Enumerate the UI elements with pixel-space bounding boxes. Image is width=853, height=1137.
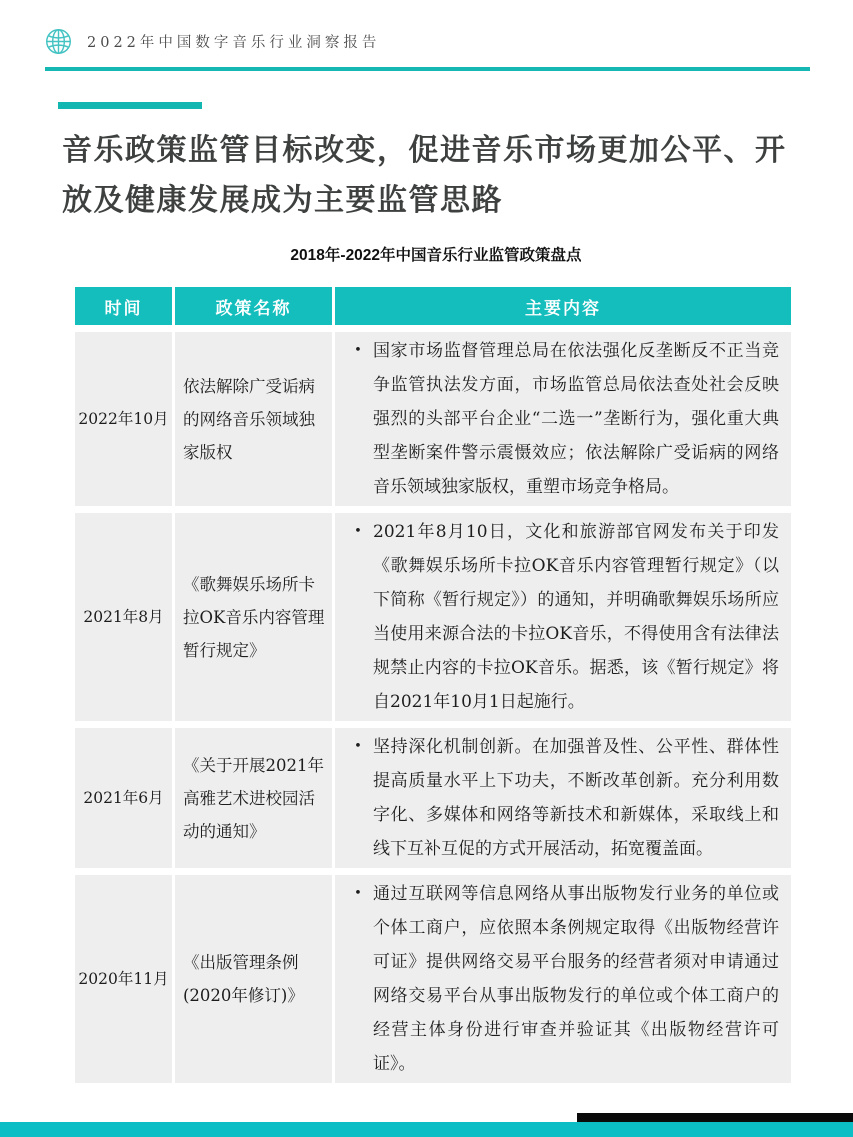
table-row	[75, 513, 791, 721]
table-row	[75, 875, 791, 1083]
policy-table-area	[75, 246, 797, 1090]
column-header-content: 主要内容	[335, 287, 791, 325]
content-text: 2021年8月10日，文化和旅游部官网发布关于印发《歌舞娱乐场所卡拉OK音乐内容管理暂行规定》（以下简称《暂行规定》）的通知，并明确歌舞娱乐场所应当使用来源合法的卡拉OK音乐，不得使用含有法律法规禁止内容的卡拉OK音乐。据悉，该《暂行规定》将自2021年10月1日起施行。	[373, 522, 779, 712]
section-title-line-1: 音乐政策监管目标改变，促进音乐市场更加公平、开	[62, 134, 787, 167]
section-title	[62, 126, 822, 226]
table-header-row	[75, 287, 791, 325]
bullet-icon: •	[354, 739, 362, 754]
report-title: 2022年中国数字音乐行业洞察报告	[87, 35, 381, 51]
bullet-icon: •	[354, 524, 362, 539]
content-cell	[335, 332, 791, 506]
header-divider	[45, 67, 810, 71]
section-accent-bar	[58, 102, 202, 109]
report-header	[45, 28, 380, 55]
bullet-icon: •	[354, 886, 362, 901]
content-cell	[335, 875, 791, 1083]
column-header-policy: 政策名称	[175, 287, 332, 325]
time-cell: 2021年8月	[75, 513, 172, 721]
table-row	[75, 332, 791, 506]
time-cell: 2021年6月	[75, 728, 172, 868]
content-text: 通过互联网等信息网络从事出版物发行业务的单位或个体工商户，应依照本条例规定取得《出版物经营许可证》提供网络交易平台服务的经营者须对申请通过网络交易平台从事出版物发行的单位或个体工商户的经营主体身份进行审查并验证其《出版物经营许可证》。	[373, 884, 779, 1074]
time-cell: 2020年11月	[75, 875, 172, 1083]
policy-name-cell: 依法解除广受诟病的网络音乐领域独家版权	[175, 332, 332, 506]
time-cell: 2022年10月	[75, 332, 172, 506]
content-text: 国家市场监督管理总局在依法强化反垄断反不正当竞争监管执法发方面，市场监管总局依法查处社会反映强烈的头部平台企业“二选一”垄断行为，强化重大典型垄断案件警示震慑效应；依法解除广受诟病的网络音乐领域独家版权，重塑市场竞争格局。	[373, 341, 779, 497]
column-header-time: 时间	[75, 287, 172, 325]
bullet-icon: •	[354, 343, 362, 358]
section-title-line-2: 放及健康发展成为主要监管思路	[62, 184, 503, 217]
table-row	[75, 728, 791, 868]
content-text: 坚持深化机制创新。在加强普及性、公平性、群体性提高质量水平上下功夫，不断改革创新。充分利用数字化、多媒体和网络等新技术和新媒体，采取线上和线下互补互促的方式开展活动，拓宽覆盖面。	[373, 737, 779, 859]
policy-name-cell: 《歌舞娱乐场所卡拉OK音乐内容管理暂行规定》	[175, 513, 332, 721]
footer-teal-bar	[0, 1122, 853, 1137]
policy-name-cell: 《关于开展2021年高雅艺术进校园活动的通知》	[175, 728, 332, 868]
content-cell	[335, 513, 791, 721]
policy-name-cell: 《出版管理条例(2020年修订)》	[175, 875, 332, 1083]
table-caption: 2018年-2022年中国音乐行业监管政策盘点	[290, 247, 582, 264]
policy-table	[72, 280, 794, 1090]
globe-icon	[45, 28, 72, 55]
content-cell	[335, 728, 791, 868]
